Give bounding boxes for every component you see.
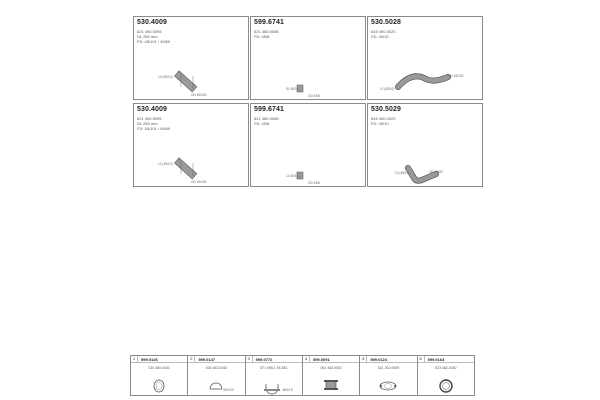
dim-label-2: OD 45/8 — [308, 181, 320, 185]
dim-label-2: OD 45/8 — [308, 94, 320, 98]
straight-pipe-drawing — [134, 17, 250, 101]
part-number: 530.4009 — [137, 19, 167, 26]
item-part-number: 599.0091 — [312, 356, 330, 362]
dim-label-2: OD 45/100 — [448, 74, 464, 78]
item-number: 1 — [131, 356, 138, 362]
item-part-number: 599.0147 — [198, 356, 216, 362]
item-number: 6 — [418, 356, 425, 362]
item-number: 4 — [303, 356, 310, 362]
item-ref: 071 955.1 04.451 — [260, 366, 288, 370]
part-number: 599.6741 — [254, 106, 284, 113]
gasket-ring-icon — [131, 356, 188, 397]
sleeve-drawing — [251, 104, 367, 188]
part-line-1: 621 490.0095 — [137, 116, 162, 121]
part-line-1: 621 460.0008 — [254, 29, 279, 34]
part-card-5[interactable] — [250, 103, 366, 187]
accessory-cell-4[interactable] — [303, 356, 360, 395]
part-line-2: FD: 45/10 — [371, 34, 389, 39]
part-number: 530.5028 — [371, 19, 401, 26]
sleeve-drawing — [251, 17, 367, 101]
accessory-cell-2[interactable] — [188, 356, 245, 395]
part-line-3: FD: 45/101 / 45/69 — [137, 39, 171, 44]
clamp-icon — [188, 356, 245, 397]
part-card-6[interactable] — [367, 103, 483, 187]
dim-label-2: OD 45/80 — [429, 170, 443, 174]
item-ref: 020 460.0441 — [148, 366, 170, 370]
dim-label-3: OD 45/100 — [191, 180, 207, 184]
part-line-2: DL 255 mm — [137, 121, 158, 126]
dim-label-1: ID 45/10 — [286, 87, 299, 91]
dim-label-1: 12 (45/10) — [395, 171, 410, 175]
part-number: 599.6741 — [254, 19, 284, 26]
part-line-2: FD: 45/8 — [254, 34, 270, 39]
part-line-1: 645 490.0020 — [371, 29, 396, 34]
accessory-cell-3[interactable] — [246, 356, 303, 395]
part-line-2: FD: 45/8 — [254, 121, 270, 126]
accessories-strip — [130, 355, 475, 396]
part-line-2: DL 255 mm — [137, 34, 158, 39]
part-line-1: 621 460.0008 — [254, 116, 279, 121]
part-line-2: FD: 45/10 — [371, 121, 389, 126]
dim-label-1: 12 (45/10) — [158, 162, 173, 166]
item-number: 2 — [188, 356, 195, 362]
rubber-mount-icon — [303, 356, 360, 397]
accessory-cell-1[interactable] — [131, 356, 188, 395]
accessory-cell-6[interactable] — [418, 356, 474, 395]
part-card-2[interactable] — [250, 16, 366, 100]
dim-label-1: 11 (45/10) — [380, 87, 395, 91]
item-part-number: 599.0164 — [427, 356, 445, 362]
part-line-1: 645 490.0020 — [371, 116, 396, 121]
part-line-1: 621 490.0095 — [137, 29, 162, 34]
bent-pipe-drawing — [368, 104, 484, 188]
seal-ring-icon — [418, 356, 475, 397]
item-ref: 061 462.0002 — [320, 366, 342, 370]
straight-pipe-drawing — [134, 104, 250, 188]
item-ref: 621 302.0009 — [377, 366, 400, 370]
dim-label-2: 1 — [178, 157, 180, 161]
part-line-3: FD: 45/101 / 45/69 — [137, 126, 171, 131]
accessory-cell-5[interactable] — [360, 356, 417, 395]
flange-gasket-icon — [360, 356, 417, 397]
bent-pipe-drawing — [368, 17, 484, 101]
dim-label-1: 12 (45/10) — [158, 75, 173, 79]
part-number: 530.4009 — [137, 106, 167, 113]
dim-label-1: 12 45/10 — [286, 174, 299, 178]
part-number: 530.5029 — [371, 106, 401, 113]
u-bolt-clamp-icon — [246, 356, 303, 397]
item-number: 5 — [360, 356, 367, 362]
item-part-number: 599.0124 — [370, 356, 387, 362]
part-card-1[interactable] — [133, 16, 249, 100]
item-ref: 023 462.0040 — [435, 366, 457, 370]
part-card-3[interactable] — [367, 16, 483, 100]
item-number: 3 — [246, 356, 253, 362]
item-label: 45/10 E — [281, 388, 293, 392]
dim-label-2: 1 — [178, 70, 180, 74]
item-part-number: 599.0772 — [255, 356, 273, 362]
item-ref: 645 462.0440 — [205, 366, 228, 370]
item-part-number: 599.0126 — [141, 356, 158, 362]
part-card-4[interactable] — [133, 103, 249, 187]
dim-label-3: OD 45/100 — [191, 93, 207, 97]
item-label: 45/10/0 — [223, 388, 234, 392]
